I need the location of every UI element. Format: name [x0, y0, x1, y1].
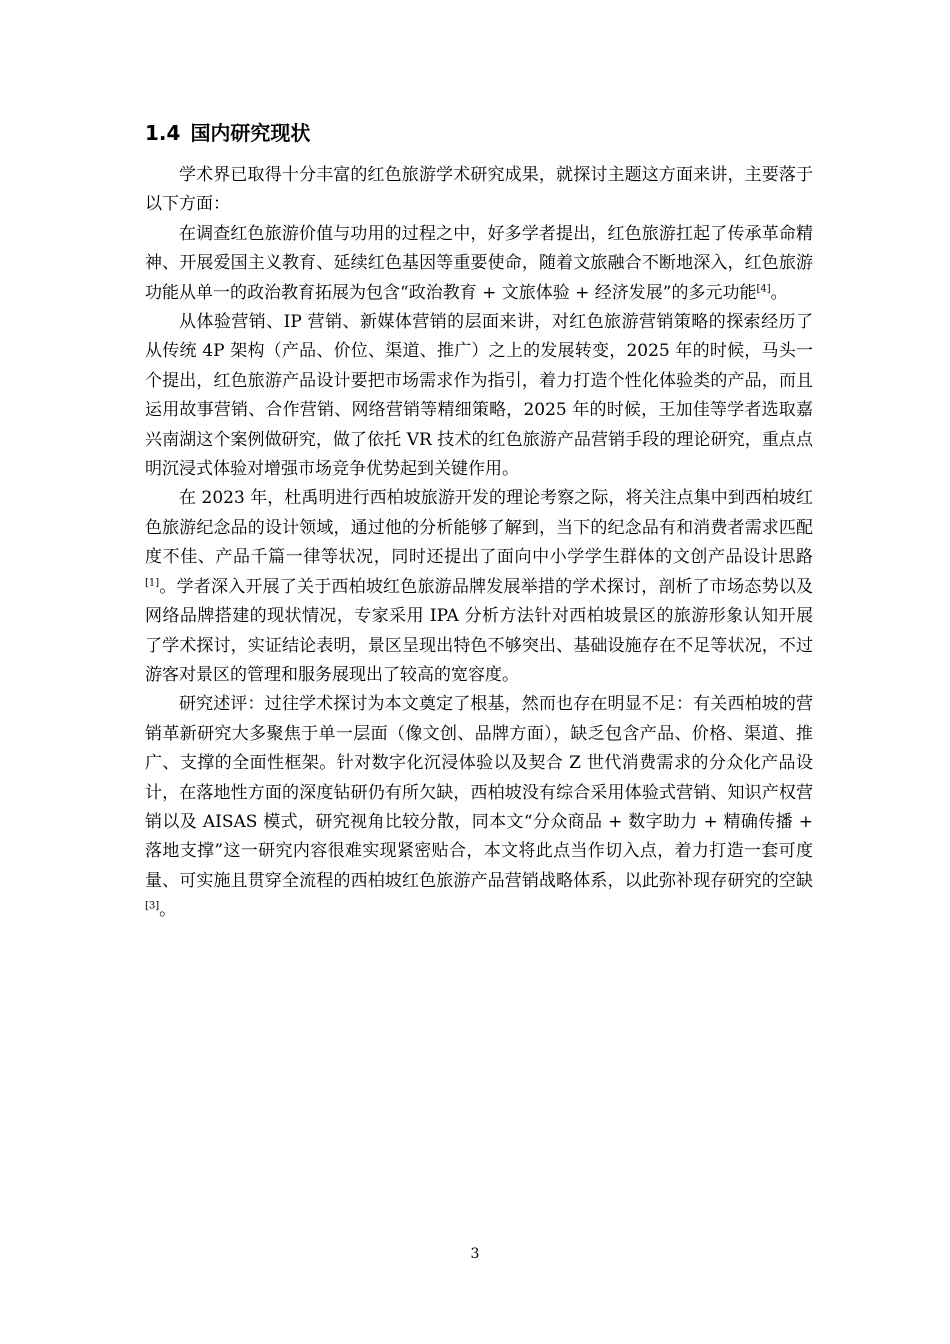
- paragraph-text: 从体验营销、IP 营销、新媒体营销的层面来讲，对红色旅游营销策略的探索经历了从传统 4P 架构（产品、价位、渠道、推广）之上的发展转变，2025 年的时候，马头一个提出，红色旅游产品设计要把市场需求作为指引，着力打造个性化体验类的产品，而且运用故事营销、合作营销、网络营销等精细策略，2025 年的时候，王加佳等学者选取嘉兴南湖这个案例做研究，做了依托 VR 技术的红色旅游产品营销手段的理论研究，重点点明沉浸式体验对增强市场竞争优势起到关键作用。: [145, 312, 813, 480]
- paragraph-intro: [145, 161, 813, 220]
- paragraph-text-tail: 。: [770, 282, 788, 303]
- section-title: 国内研究现状: [190, 121, 311, 145]
- section-heading: [145, 118, 310, 148]
- paragraph-research-review: [145, 690, 813, 925]
- body-text: [145, 161, 813, 926]
- paragraph-text: 学术界已取得十分丰富的红色旅游学术研究成果，就探讨主题这方面来讲，主要落于以下方面：: [145, 165, 813, 215]
- paragraph-text: 研究述评：过往学术探讨为本文奠定了根基，然而也存在明显不足：有关西柏坡的营销革新研究大多聚焦于单一层面（像文创、品牌方面），缺乏包含产品、价格、渠道、推广、支撑的全面性框架。针对数字化沉浸体验以及契合 Z 世代消费需求的分众化产品设计，在落地性方面的深度钻研仍有所欠缺，西柏坡没有综合采用体验式营销、知识产权营销以及 AISAS 模式，研究视角比较分散，同本文“分众商品 + 数字助力 + 精确传播 + 落地支撑”这一研究内容很难实现紧密贴合，本文将此点当作切入点，着力打造一套可度量、可实施且贯穿全流程的西柏坡红色旅游产品营销战略体系，以此弥补现存研究的空缺: [145, 694, 813, 891]
- paragraph-text: 在 2023 年，杜禹明进行西柏坡旅游开发的理论考察之际，将关注点集中到西柏坡红色旅游纪念品的设计领域，通过他的分析能够了解到，当下的纪念品有和消费者需求匹配度不佳、产品千篇一律等状况，同时还提出了面向中小学学生群体的文创产品设计思路: [145, 488, 813, 568]
- paragraph-text-tail: 。: [159, 900, 177, 921]
- paragraph-text: 在调查红色旅游价值与功用的过程之中，好多学者提出，红色旅游扛起了传承革命精神、开展爱国主义教育、延续红色基因等重要使命，随着文旅融合不断地深入，红色旅游功能从单一的政治教育拓展为包含“政治教育 + 文旅体验 + 经济发展”的多元功能: [145, 223, 813, 303]
- page-number: 3: [470, 1246, 480, 1262]
- paragraph-value-function: [145, 220, 813, 308]
- paragraph-marketing-strategy: [145, 308, 813, 484]
- paragraph-xibaipo-research: [145, 484, 813, 690]
- citation-ref[interactable]: [1]: [145, 577, 160, 589]
- section-number: 1.4: [145, 121, 181, 145]
- citation-ref[interactable]: [3]: [145, 900, 160, 912]
- paragraph-text-tail: 。学者深入开展了关于西柏坡红色旅游品牌发展举措的学术探讨，剖析了市场态势以及网络品牌搭建的现状情况，专家采用 IPA 分析方法针对西柏坡景区的旅游形象认知开展了学术探讨，实证结论表明，景区呈现出特色不够突出、基础设施存在不足等状况，不过游客对景区的管理和服务展现出了较高的宽容度。: [145, 576, 813, 685]
- citation-ref[interactable]: [4]: [756, 282, 771, 294]
